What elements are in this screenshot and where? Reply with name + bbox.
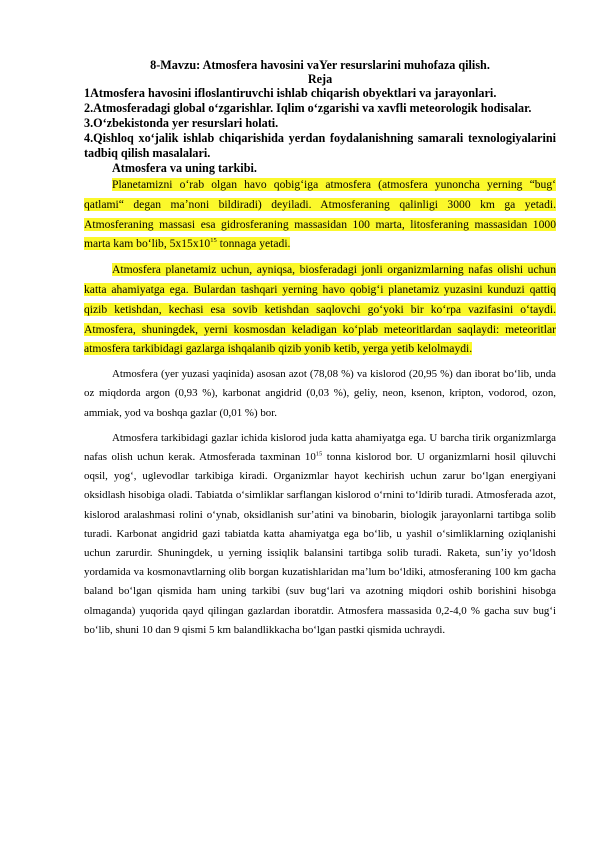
paragraph-1-text: Planetamizni oʻrab olgan havo qobigʻiga atmosfera (atmosfera yunoncha yerning “bugʻ qatlami“ degan maʼnoni bildiradi) deyiladi. Atmosferaning qalinligi 3000 km ga yetadi. Atmosferaning massasi esa gidrosferaning massasidan 100 marta, litosferaning massasidan 1000 marta kam boʻlib, 5x15x10 (84, 178, 556, 251)
plan-item-3: 3.Oʻzbekistonda yer resurslari holati. (84, 116, 279, 130)
paragraph-2-text: Atmosfera planetamiz uchun, ayniqsa, biosferadagi jonli organizmlarning nafas olishi uchun katta ahamiyatga ega. Bulardan tashqari yerning havo qobigʻi planetamiz yuzasini kunduzi qattiq qizib ketishdan, kechasi esa sovib ketishdan saqlovchi goʻyoki bir koʻrpa vazifasini oʻtaydi. Atmosfera, shuningdek, yerni kosmosdan keladigan koʻplab meteoritlardan saqlaydi: meteoritlar atmosfera tarkibidagi gazlarga ishqalanib qizib yonib ketib, yerga yetib kelolmaydi. (84, 263, 556, 356)
plan-list (84, 86, 556, 161)
paragraph-1-exponent: 15 (210, 237, 217, 245)
plan-item-4: 4.Qishloq xoʻjalik ishlab chiqarishida yerdan foydalanishning samarali texnologiyalarini tadbiq qilish masalalari. (84, 131, 556, 160)
paragraph-2 (84, 260, 556, 359)
document-title: 8-Mavzu: Atmosfera havosini vaYer resurslarini muhofaza qilish. (150, 58, 490, 72)
section-heading: Atmosfera va uning tarkibi. (112, 161, 257, 175)
paragraph-1 (84, 175, 556, 254)
plan-heading: Reja (307, 72, 333, 86)
paragraph-3: Atmosfera (yer yuzasi yaqinida) asosan azot (78,08 %) va kislorod (20,95 %) dan iborat boʻlib, unda oz miqdorda argon (0,93 %), karbonat angidrid (0,03 %), geliy, neon, ksenon, kripton, vodorod, ozon, ammiak, yod va boshqa gazlar (0,01 %) bor. (84, 368, 556, 419)
paragraph-4-rest: tonna kislorod bor. U organizmlarni hosil qiluvchi oqsil, yogʻ, uglevodlar tarkibiga kiradi. Organizmlar hayot kechirish uchun zarur boʻlgan energiyani oksidlash hisobiga oladi. Tabiatda oʻsimliklar sarflangan kislorod oʻrnini toʻldirib turadi. Atmosferada azot, kislorod aralashmasi rolini oʻynab, oksidlanish surʼatini va binobarin, biologik jarayonlarni tartibga solib turadi. Karbonat angidrid gazi tabiatda katta ahamiyatga ega boʻlib, u yashil oʻsimliklarning oziqlanishi uchun zarurdir. Shuningdek, u yerning issiqlik balansini tartibga solib turadi. Raketa, sunʼiy yoʻldosh yordamida va kosmonavtlarning olib borgan kuzatishlaridan maʼlum boʻldiki, atmosferaning 100 km gacha baland boʻlgan qismida ham uning tarkibi (suv bugʻlari va azotning miqdori oshib borishini hisobga olmaganda) yuqorida qayd qilingan gazlardan iboratdir. Atmosfera massasida 0,2-4,0 % gacha suv bugʻi boʻlib, shuni 10 dan 9 qismi 5 km balandlikkacha boʻlgan pastki qismida uchraydi. (84, 450, 557, 636)
paragraph-1-end: tonnaga yetadi. (216, 237, 291, 251)
plan-item-1: 1Atmosfera havosini ifloslantiruvchi ishlab chiqarish obyektlari va jarayonlari. (84, 86, 497, 100)
paragraph-4-exponent: 15 (315, 450, 323, 458)
document-page (84, 58, 556, 640)
plan-item-2: 2.Atmosferadagi global oʻzgarishlar. Iqlim oʻzgarishi va xavfli meteorologik hodisalar. (84, 101, 532, 115)
paragraph-4-start: Atmosfera tarkibidagi gazlar ichida kislorod juda katta ahamiyatga ega. U barcha tirik organizmlarga nafas olish uchun kerak. Atmosferada taxminan 10 (84, 431, 556, 463)
paragraph-4 (84, 429, 556, 640)
